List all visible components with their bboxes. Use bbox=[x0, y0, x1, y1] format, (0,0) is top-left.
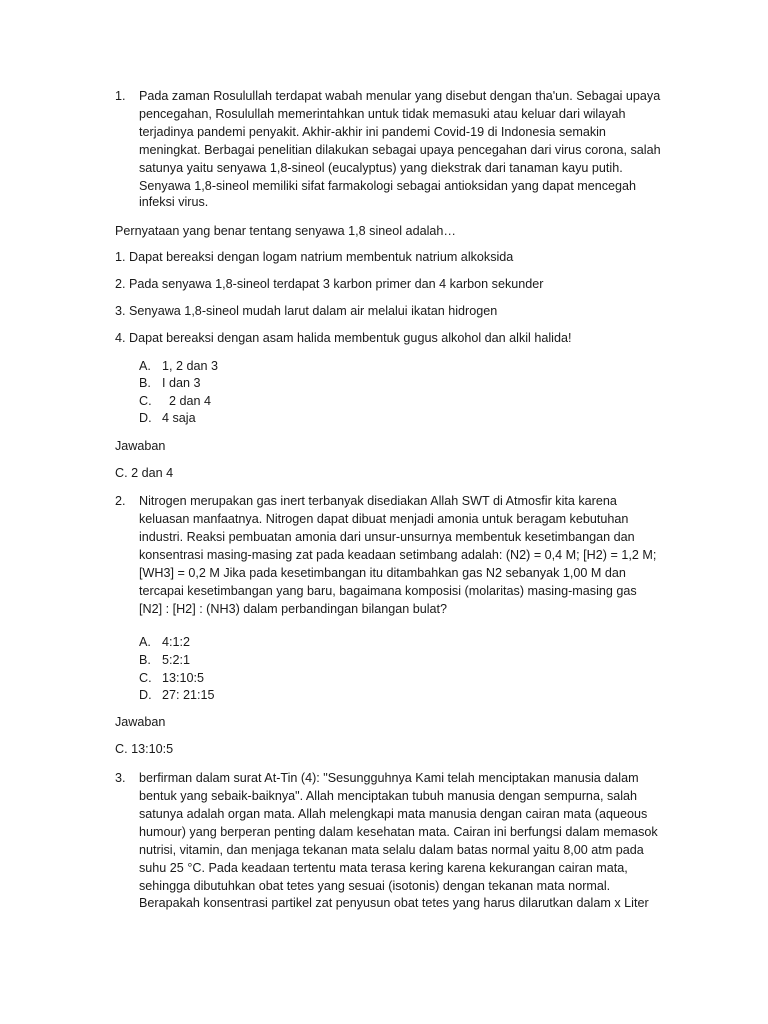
q1-text-line: Senyawa 1,8-sineol memiliki sifat farmakologi sebagai antioksidan yang dapat mencegah bbox=[139, 179, 637, 193]
q3-text-line: sehingga dibutuhkan obat tetes yang sesuai (isotonis) dengan tekanan mata normal. bbox=[139, 879, 611, 893]
q1-statement: 1. Dapat bereaksi dengan logam natrium membentuk natrium alkoksida bbox=[115, 250, 514, 264]
q3-text-line: bentuk yang sebaik-baiknya". Allah menciptakan tubuh manusia dengan sempurna, salah bbox=[139, 789, 638, 803]
q2-option-text: 13:10:5 bbox=[162, 671, 205, 685]
q3-text-line: Berapakah konsentrasi partikel zat penyusun obat tetes yang harus dilarutkan dalam x Liter bbox=[139, 896, 649, 910]
q2-text-line: Nitrogen merupakan gas inert terbanyak disediakan Allah SWT di Atmosfir kita karena bbox=[139, 494, 617, 508]
q3-text-line: berfirman dalam surat At-Tin (4): "Sesungguhnya Kami telah menciptakan manusia dalam bbox=[139, 771, 639, 785]
q1-answer: C. 2 dan 4 bbox=[115, 466, 174, 480]
q2-text-line: [N2] : [H2] : (NH3) dalam perbandingan bilangan bulat? bbox=[139, 602, 448, 616]
q1-text-line: satunya yaitu senyawa 1,8-sineol (eucalyptus) yang diekstrak dari tanaman kayu putih. bbox=[139, 161, 623, 175]
q2-option-letter: D. bbox=[139, 688, 152, 702]
q1-statement: 3. Senyawa 1,8-sineol mudah larut dalam air melalui ikatan hidrogen bbox=[115, 304, 498, 318]
q1-text-line: Pada zaman Rosulullah terdapat wabah menular yang disebut dengan tha'un. Sebagai upaya bbox=[139, 89, 661, 103]
q2-option-letter: C. bbox=[139, 671, 152, 685]
q1-option-letter: C. bbox=[139, 394, 152, 408]
q1-option-letter: B. bbox=[139, 376, 151, 390]
q1-text-line: terjadinya pandemi penyakit. Akhir-akhir ini pandemi Covid-19 di Indonesia semakin bbox=[139, 125, 606, 139]
q2-number: 2. bbox=[115, 494, 126, 508]
q2-option-text: 5:2:1 bbox=[162, 653, 191, 667]
q2-text-line: industri. Reaksi pembuatan amonia dari unsur-unsurnya membentuk kesetimbangan dan bbox=[139, 530, 635, 544]
q2-answer: C. 13:10:5 bbox=[115, 742, 174, 756]
q2-text-line: tercapai kesetimbangan yang baru, bagaimana komposisi (molaritas) masing-masing gas bbox=[139, 584, 637, 598]
q1-option-letter: D. bbox=[139, 411, 152, 425]
q2-option-letter: A. bbox=[139, 635, 151, 649]
q1-option-text: 1, 2 dan 3 bbox=[162, 359, 219, 373]
q1-text-line: pencegahan, Rosulullah memerintahkan untuk tidak memasuki atau keluar dari wilayah bbox=[139, 107, 626, 121]
q2-text-line: konsentrasi masing-masing zat pada keadaan setimbang adalah: (N2) = 0,4 M; [H2) = 1,2 M; bbox=[139, 548, 657, 562]
q2-option-text: 4:1:2 bbox=[162, 635, 191, 649]
q1-number: 1. bbox=[115, 89, 126, 103]
q2-option-letter: B. bbox=[139, 653, 151, 667]
q1-option-text: 4 saja bbox=[162, 411, 196, 425]
q3-text-line: nutrisi, vitamin, dan menjaga tekanan mata selalu dalam batas normal yaitu 8,00 atm pada bbox=[139, 843, 644, 857]
q2-answer-label: Jawaban bbox=[115, 715, 166, 729]
q2-option-text: 27: 21:15 bbox=[162, 688, 215, 702]
q2-text-line: [WH3] = 0,2 M Jika pada kesetimbangan itu ditambahkan gas N2 sebanyak 1,00 M dan bbox=[139, 566, 626, 580]
q1-text-line: meningkat. Berbagai penelitian dilakukan sebagai upaya pencegahan dari virus corona, salah bbox=[139, 143, 661, 157]
q1-prompt: Pernyataan yang benar tentang senyawa 1,8 sineol adalah… bbox=[115, 224, 456, 238]
q1-statement: 4. Dapat bereaksi dengan asam halida membentuk gugus alkohol dan alkil halida! bbox=[115, 331, 572, 345]
q3-text-line: satunya adalah organ mata. Allah melengkapi mata manusia dengan cairan mata (aqueous bbox=[139, 807, 648, 821]
q3-number: 3. bbox=[115, 771, 126, 785]
q1-option-letter: A. bbox=[139, 359, 151, 373]
q1-text-line: infeksi virus. bbox=[139, 195, 209, 209]
q3-text-line: humour) yang berperan penting dalam kesehatan mata. Cairan ini berfungsi dalam memasok bbox=[139, 825, 658, 839]
q1-option-text: 2 dan 4 bbox=[162, 394, 212, 408]
q3-text-line: suhu 25 °C. Pada keadaan tertentu mata terasa kering karena kekurangan cairan mata, bbox=[139, 861, 628, 875]
q1-statement: 2. Pada senyawa 1,8-sineol terdapat 3 karbon primer dan 4 karbon sekunder bbox=[115, 277, 544, 291]
q1-answer-label: Jawaban bbox=[115, 439, 166, 453]
q2-text-line: keluasan manfaatnya. Nitrogen dapat dibuat menjadi amonia untuk beragam kebutuhan bbox=[139, 512, 629, 526]
q1-option-text: I dan 3 bbox=[162, 376, 201, 390]
